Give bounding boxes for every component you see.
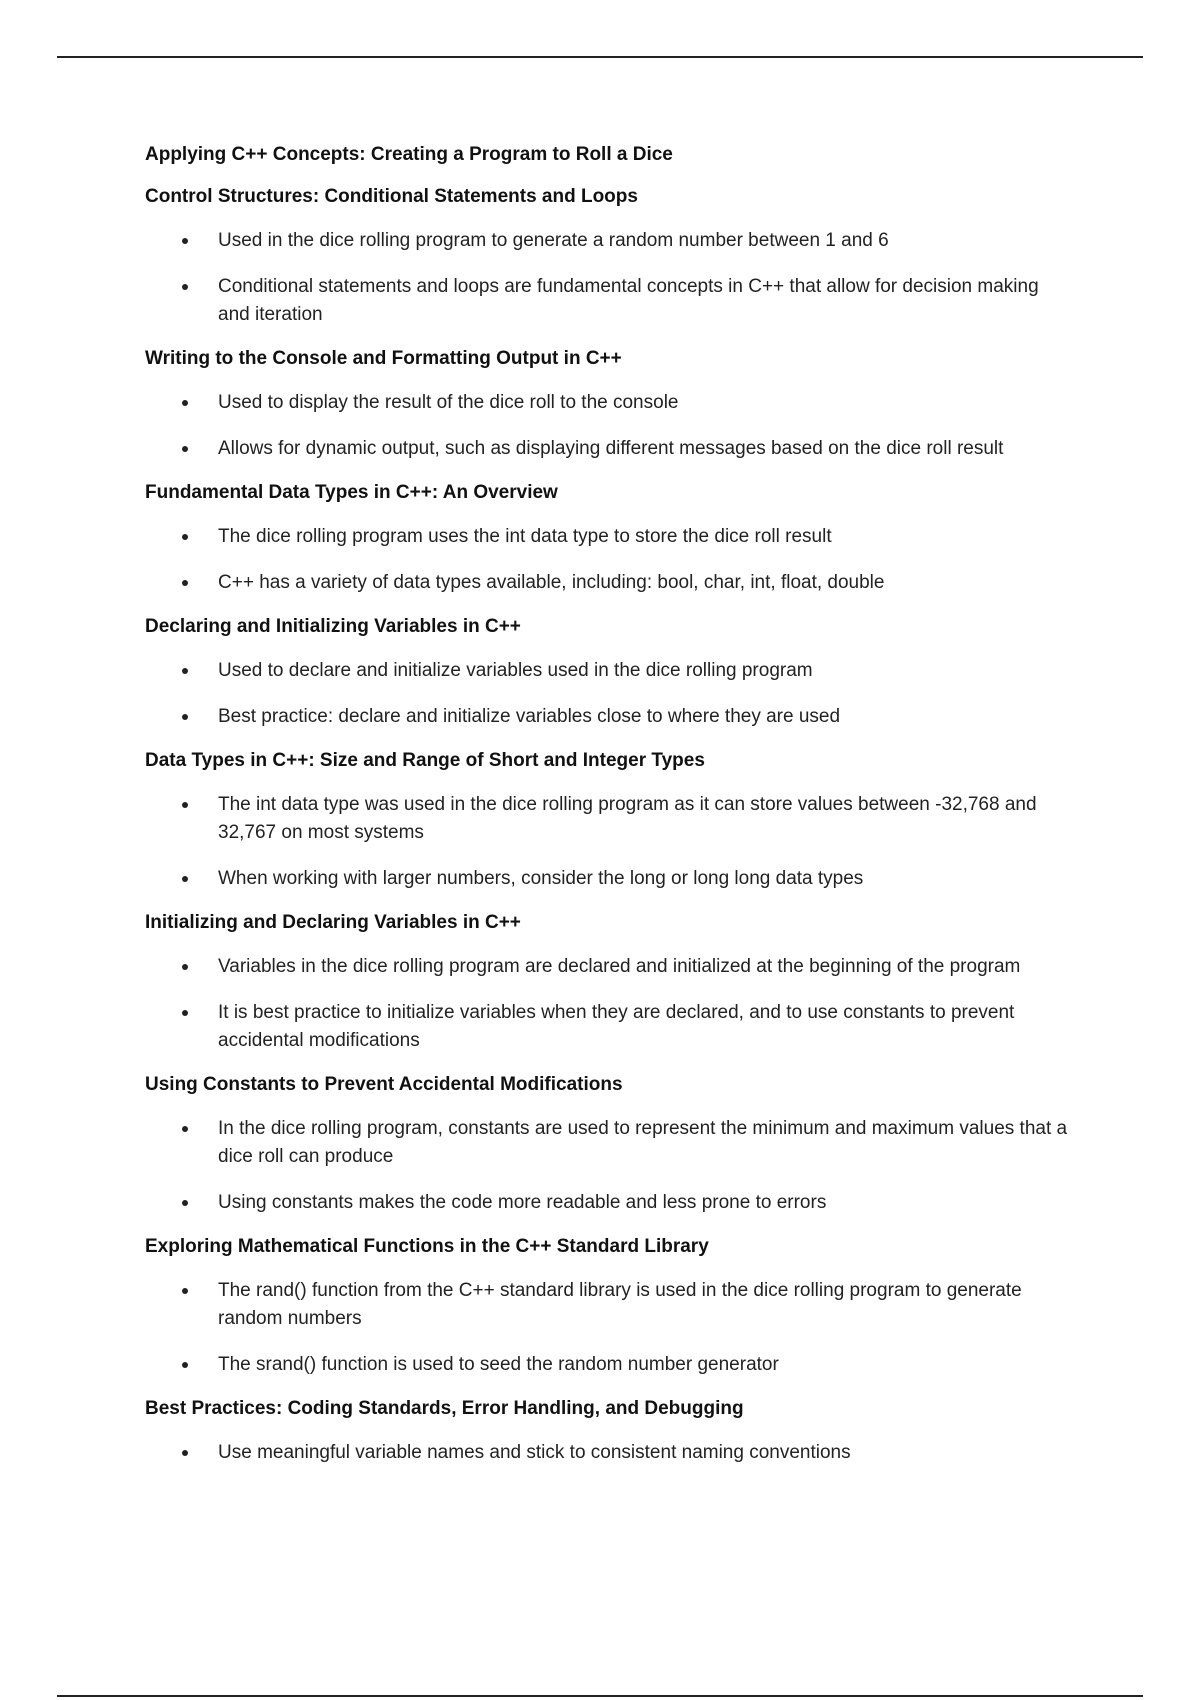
bullet-text: Used in the dice rolling program to generate a random number between 1 and 6 (218, 230, 889, 251)
document-body (145, 143, 1075, 1485)
bullet-text: Used to declare and initialize variables used in the dice rolling program (218, 660, 813, 681)
bullet-icon (182, 238, 188, 244)
bullet-text: Best practice: declare and initialize variables close to where they are used (218, 706, 841, 727)
bullet-item (145, 435, 1075, 463)
section-size-range (145, 749, 1075, 893)
section-heading: Exploring Mathematical Functions in the C++ Standard Library (145, 1236, 709, 1257)
bullet-list (145, 227, 1075, 329)
bullet-icon (182, 580, 188, 586)
bullet-icon (182, 446, 188, 452)
bullet-text: The rand() function from the C++ standard library is used in the dice rolling program to generate random numbers (218, 1280, 1022, 1329)
bullet-text: The int data type was used in the dice rolling program as it can store values between -32,768 and 32,767 on most systems (218, 794, 1037, 843)
bullet-list (145, 1115, 1075, 1217)
bullet-list (145, 791, 1075, 893)
bullet-item (145, 389, 1075, 417)
bullet-icon (182, 668, 188, 674)
section-best-practices (145, 1397, 1075, 1467)
bullet-item (145, 791, 1075, 847)
bullet-icon (182, 802, 188, 808)
bottom-rule (57, 1695, 1143, 1697)
section-control-structures (145, 185, 1075, 329)
bullet-text: The srand() function is used to seed the random number generator (218, 1354, 779, 1375)
bullet-icon (182, 714, 188, 720)
bullet-list (145, 1439, 1075, 1467)
section-constants (145, 1073, 1075, 1217)
section-math-functions (145, 1235, 1075, 1379)
bullet-text: In the dice rolling program, constants are used to represent the minimum and maximum values that a dice roll can produce (218, 1118, 1068, 1167)
bullet-item (145, 273, 1075, 329)
section-console-output (145, 347, 1075, 463)
section-fundamental-data-types (145, 481, 1075, 597)
bullet-text: It is best practice to initialize variables when they are declared, and to use constants to prevent accidental modifications (218, 1002, 1015, 1051)
bullet-icon (182, 534, 188, 540)
bullet-icon (182, 1010, 188, 1016)
section-heading: Declaring and Initializing Variables in C++ (145, 616, 521, 637)
bullet-item (145, 227, 1075, 255)
bullet-text: The dice rolling program uses the int data type to store the dice roll result (218, 526, 832, 547)
bullet-text: Use meaningful variable names and stick to consistent naming conventions (218, 1442, 851, 1463)
bullet-icon (182, 1126, 188, 1132)
bullet-item (145, 999, 1075, 1055)
top-rule (57, 56, 1143, 58)
section-heading: Fundamental Data Types in C++: An Overview (145, 482, 558, 503)
section-heading: Best Practices: Coding Standards, Error Handling, and Debugging (145, 1398, 744, 1419)
bullet-icon (182, 1200, 188, 1206)
bullet-item (145, 703, 1075, 731)
bullet-item (145, 1351, 1075, 1379)
bullet-text: Variables in the dice rolling program are declared and initialized at the beginning of the program (218, 956, 1021, 977)
bullet-item (145, 953, 1075, 981)
bullet-icon (182, 964, 188, 970)
bullet-text: Using constants makes the code more readable and less prone to errors (218, 1192, 827, 1213)
bullet-text: C++ has a variety of data types available, including: bool, char, int, float, double (218, 572, 885, 593)
bullet-list (145, 1277, 1075, 1379)
bullet-item (145, 1277, 1075, 1333)
bullet-item (145, 523, 1075, 551)
document-title: Applying C++ Concepts: Creating a Program to Roll a Dice (145, 144, 673, 165)
bullet-icon (182, 1450, 188, 1456)
bullet-list (145, 389, 1075, 463)
bullet-list (145, 657, 1075, 731)
bullet-icon (182, 400, 188, 406)
bullet-list (145, 953, 1075, 1055)
bullet-item (145, 657, 1075, 685)
bullet-icon (182, 1288, 188, 1294)
bullet-item (145, 865, 1075, 893)
section-declaring-variables (145, 615, 1075, 731)
bullet-icon (182, 1362, 188, 1368)
section-heading: Control Structures: Conditional Statements and Loops (145, 186, 638, 207)
section-heading: Initializing and Declaring Variables in C++ (145, 912, 521, 933)
bullet-item (145, 1189, 1075, 1217)
section-heading: Writing to the Console and Formatting Output in C++ (145, 348, 622, 369)
section-heading: Data Types in C++: Size and Range of Short and Integer Types (145, 750, 705, 771)
bullet-item (145, 1115, 1075, 1171)
bullet-list (145, 523, 1075, 597)
section-heading: Using Constants to Prevent Accidental Modifications (145, 1074, 623, 1095)
bullet-text: Allows for dynamic output, such as displaying different messages based on the dice roll result (218, 438, 1004, 459)
bullet-text: When working with larger numbers, consider the long or long long data types (218, 868, 864, 889)
bullet-item (145, 1439, 1075, 1467)
section-initializing-variables (145, 911, 1075, 1055)
bullet-icon (182, 284, 188, 290)
bullet-item (145, 569, 1075, 597)
bullet-text: Conditional statements and loops are fundamental concepts in C++ that allow for decision making and iteration (218, 276, 1039, 325)
bullet-icon (182, 876, 188, 882)
bullet-text: Used to display the result of the dice roll to the console (218, 392, 679, 413)
